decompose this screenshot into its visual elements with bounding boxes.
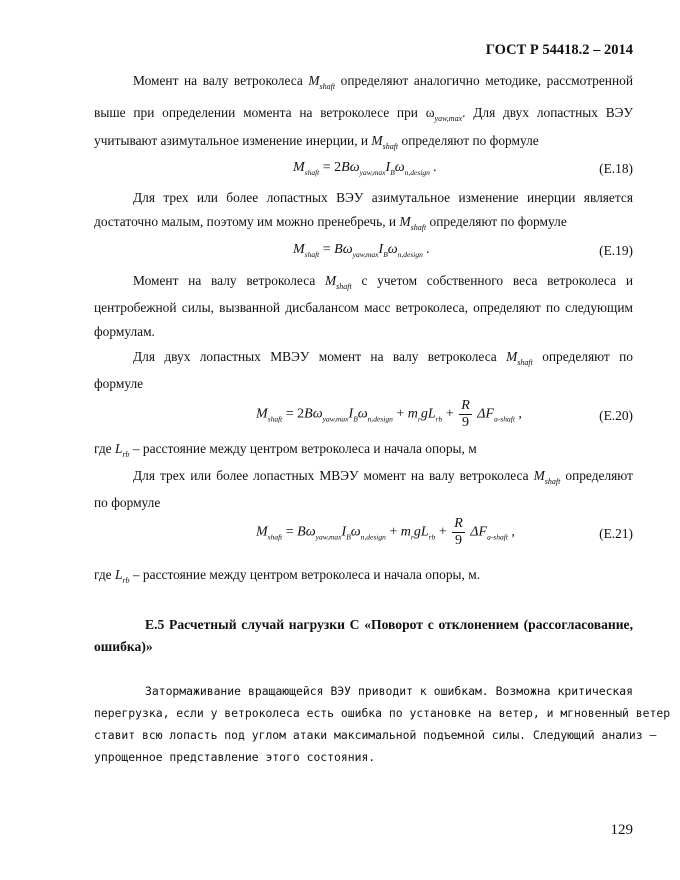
para6-line1: Затормаживание вращающейся ВЭУ приводит к ошибкам. Возможна критическая xyxy=(145,684,633,698)
para3-line2: центробежной силы, вызванной дисбалансом масс ветроколеса, определяют по следующим xyxy=(94,300,633,315)
para2-line1: Для трех или более лопастных ВЭУ азимутальное изменение инерции является xyxy=(133,190,633,205)
equation-number-e20: (Е.20) xyxy=(599,408,633,423)
para3-line3: формулам. xyxy=(94,324,155,339)
para6-line4: упрощенное представление этого состояния. xyxy=(94,750,376,764)
document-header: ГОСТ Р 54418.2 – 2014 xyxy=(485,42,633,58)
para2-line2: достаточно малым, поэтому им можно пренебречь, и $M_{shaft}$ определяют по формуле xyxy=(94,214,567,232)
equation-e20: $M_{shaft} = 2B\omega_{yaw,max}I_B\omega_{n,design} + m_rgL_{rb}$ + $\frac{R}{9}$ $\Delta F_{a-shaft}$ , xyxy=(256,398,522,430)
para6-line3: ставит всю лопасть под углом атаки максимальной подъемной силы. Следующий анализ – xyxy=(94,728,657,742)
para1-line1: Момент на валу ветроколеса $M_{shaft}$ определяют аналогично методике, рассмотренной xyxy=(133,73,633,91)
equation-e18: $M_{shaft} = 2B\omega_{yaw,max}I_B\omega_{n,design}$ . xyxy=(293,160,437,177)
para1-line2: выше при определении момента на ветроколесе при $\omega_{yaw,max}$. Для двух лопастных ВЭУ xyxy=(94,105,633,123)
where-line-1: где $L_{rb}$ – расстояние между центром ветроколеса и начала опоры, м xyxy=(94,441,477,459)
where-line-2: где $L_{rb}$ – расстояние между центром ветроколеса и начала опоры, м. xyxy=(94,567,481,585)
para3-line1: Момент на валу ветроколеса $M_{shaft}$ с учетом собственного веса ветроколеса и xyxy=(133,273,633,291)
page-number: 129 xyxy=(610,822,633,838)
para4-line2: формуле xyxy=(94,376,144,391)
para5-line1: Для трех или более лопастных МВЭУ момент на валу ветроколеса $M_{shaft}$ определяют xyxy=(133,468,633,486)
para6-line2: перегрузка, если у ветроколеса есть ошибка по установке на ветер, и мгновенный ветер xyxy=(94,706,671,720)
para1-line3: учитывают азимутальное изменение инерции, и $M_{shaft}$ определяют по формуле xyxy=(94,133,539,151)
para4-line1: Для двух лопастных МВЭУ момент на валу ветроколеса $M_{shaft}$ определяют по xyxy=(133,349,633,367)
section-heading-line1: Е.5 Расчетный случай нагрузки С «Поворот с отклонением (рассогласование, xyxy=(145,617,633,632)
equation-e19: $M_{shaft} = B\omega_{yaw,max}I_B\omega_{n,design}$ . xyxy=(293,242,430,259)
equation-number-e19: (Е.19) xyxy=(599,243,633,258)
para5-line2: по формуле xyxy=(94,495,161,510)
equation-number-e18: (Е.18) xyxy=(599,161,633,176)
equation-e21: $M_{shaft} = B\omega_{yaw,max}I_B\omega_{n,design} + m_rgL_{rb}$ + $\frac{R}{9}$ $\Delta F_{a-shaft}$ , xyxy=(256,516,515,548)
equation-number-e21: (Е.21) xyxy=(599,526,633,541)
section-heading-line2: ошибка)» xyxy=(94,639,153,654)
